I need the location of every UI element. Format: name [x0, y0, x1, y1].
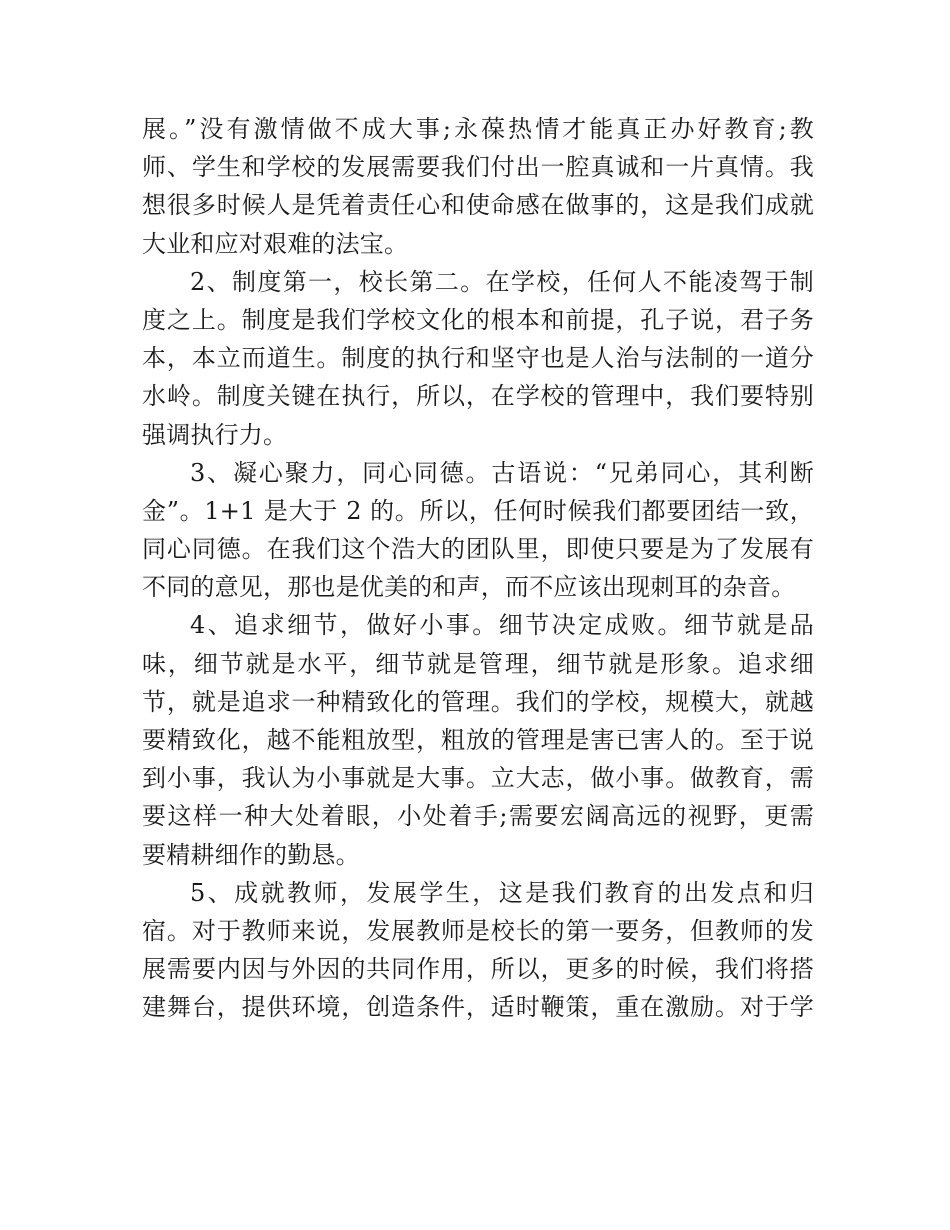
text-line: 度之上。制度是我们学校文化的根本和前提，孔子说，君子务	[142, 305, 814, 334]
text-line: 想很多时候人是凭着责任心和使命感在做事的，这是我们成就	[142, 191, 814, 220]
text-line: 要精致化，越不能粗放型，粗放的管理是害已害人的。至于说	[142, 726, 814, 754]
text-line: 水岭。制度关键在执行，所以，在学校的管理中，我们要特别	[142, 382, 814, 411]
text-line: 大业和应对艰难的法宝。	[142, 229, 409, 258]
body-text	[142, 110, 814, 1027]
text-line: 本，本立而道生。制度的执行和坚守也是人治与法制的一道分	[142, 344, 814, 373]
text-line: 师、学生和学校的发展需要我们付出一腔真诚和一片真情。我	[142, 153, 814, 182]
text-line: 5、成就教师，发展学生，这是我们教育的出发点和归	[190, 878, 814, 907]
text-line: 强调执行力。	[142, 420, 288, 449]
text-line: 2、制度第一，校长第二。在学校，任何人不能凌驾于制	[190, 267, 814, 296]
text-line: 金”。1+1 是大于 2 的。所以，任何时候我们都要团结一致，	[142, 496, 814, 525]
text-line: 展需要内因与外因的共同作用，所以，更多的时候，我们将搭	[142, 955, 814, 984]
text-line: 不同的意见，那也是优美的和声，而不应该出现刺耳的杂音。	[142, 573, 796, 602]
text-line: 建舞台，提供环境，创造条件，适时鞭策，重在激励。对于学	[142, 993, 814, 1022]
text-line: 同心同德。在我们这个浩大的团队里，即使只要是为了发展有	[142, 535, 814, 564]
text-line: 要精耕细作的勤恳。	[142, 840, 360, 869]
text-line: 味，细节就是水平，细节就是管理，细节就是形象。追求细	[142, 649, 814, 678]
text-line: 4、追求细节，做好小事。细节决定成败。细节就是品	[190, 611, 814, 640]
text-line: 3、凝心聚力，同心同德。古语说：“兄弟同心，其利断	[190, 458, 814, 487]
text-line: 要这样一种大处着眼，小处着手;需要宏阔高远的视野，更需	[142, 802, 814, 831]
text-line: 展。”没有激情做不成大事;永葆热情才能真正办好教育;教	[142, 115, 814, 143]
text-line: 宿。对于教师来说，发展教师是校长的第一要务，但教师的发	[142, 916, 814, 945]
text-line: 节，就是追求一种精致化的管理。我们的学校，规模大，就越	[142, 687, 814, 716]
text-line: 到小事，我认为小事就是大事。立大志，做小事。做教育，需	[142, 764, 814, 793]
